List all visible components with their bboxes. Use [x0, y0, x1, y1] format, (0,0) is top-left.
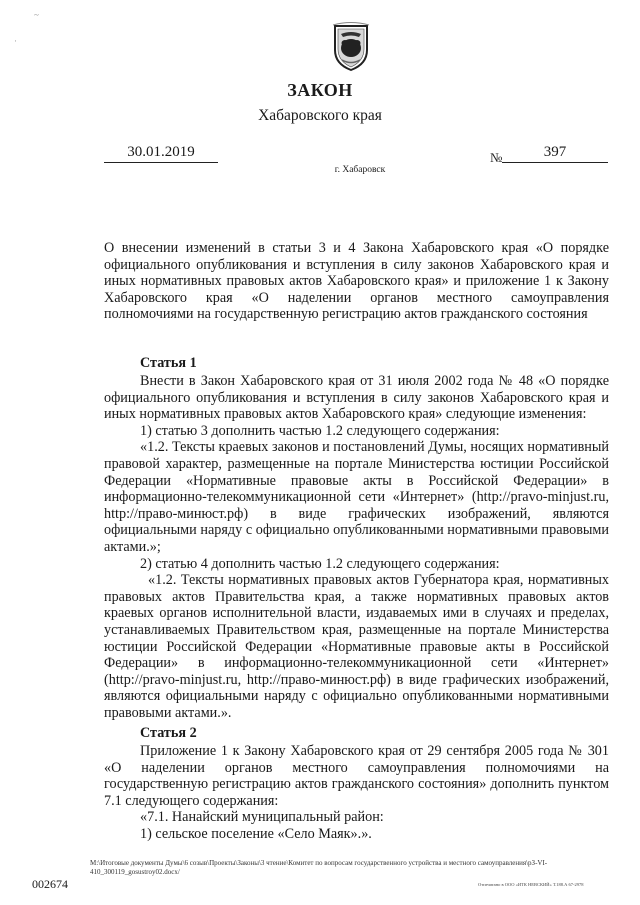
footer-document-code: 002674 — [32, 877, 68, 891]
article-2-paragraph: «7.1. Нанайский муниципальный район: — [140, 809, 384, 826]
article-1-heading: Статья 1 — [140, 355, 197, 371]
article-1-paragraph: 1) статью 3 дополнить частью 1.2 следующего содержания: — [140, 422, 500, 439]
coat-of-arms-icon — [329, 22, 373, 72]
article-2-paragraph: Приложение 1 к Закону Хабаровского края от 29 сентября 2005 года № 301 «О наделении органов местного самоуправления полномочиями на государственную регистрацию актов гражданского состояния» дополнить пунктом 7.1 следующего содержания: — [104, 743, 609, 809]
article-2-heading: Статья 2 — [140, 725, 197, 741]
document-title: ЗАКОН — [287, 80, 353, 100]
article-1-paragraph: Внести в Закон Хабаровского края от 31 июля 2002 года № 48 «О порядке официального опубликования и вступления в силу законов Хабаровского края и иных нормативных правовых актов Хабаровского края» следующие изменения: — [104, 373, 609, 423]
footer-file-path: M:\Итоговые документы Думы\6 созыв\Проекты\Законы\3 чтение\Комитет по вопросам государственного устройства и местного самоуправления\рЗ-VI-410_300119_gosustroy02.docx/ — [90, 859, 548, 876]
document-number: 397 — [502, 144, 608, 163]
document-preamble: О внесении изменений в статьи 3 и 4 Закона Хабаровского края «О порядке официального опубликования и вступления в силу законов Хабаровского края и иных нормативных правовых актов Хабаровского края» и приложение 1 к Закону Хабаровского края «О наделении органов местного самоуправления полномочиями на государственную регистрацию актов гражданского состояния — [104, 240, 609, 323]
footer-print-stamp: Отпечатано в ООО «ИТК НЕВСКИЙ» Т.188.А 67-2978 — [478, 882, 584, 887]
article-1-paragraph: «1.2. Тексты краевых законов и постановлений Думы, носящих нормативный правовой характер, размещенные на портале Министерства юстиции Российской Федерации «Нормативные правовые акты в Российской Федерации» в информационно-телекоммуникационной сети «Интернет» (http://pravo-minjust.ru, http://право-минюст.рф) в виде графических изображений, являются официальными наряду с официально опубликованными нормативными правовыми актами.»; — [104, 439, 609, 555]
article-1-paragraph: «1.2. Тексты нормативных правовых актов Губернатора края, нормативных правовых актов Правительства края, а также нормативных правовых актов краевых органов исполнительной власти, издаваемых ими в случаях и пределах, устанавливаемых Правительством края, размещенные на портале Министерства юстиции Российской Федерации «Нормативные правовые акты в Российской Федерации» в информационно-телекоммуникационной сети «Интернет» (http://pravo-minjust.ru, http://право-минюст.рф) в виде графических изображений, являются официальными наряду с официально опубликованными нормативными правовыми актами.». — [104, 572, 609, 721]
article-1-body — [104, 373, 609, 721]
scan-mark: ~ — [34, 10, 39, 20]
article-2-paragraph: 1) сельское поселение «Село Маяк».». — [140, 825, 372, 842]
document-date: 30.01.2019 — [104, 144, 218, 163]
article-1-paragraph: 2) статью 4 дополнить частью 1.2 следующего содержания: — [140, 555, 500, 572]
number-label: № — [490, 150, 503, 165]
document-city: г. Хабаровск — [334, 165, 386, 175]
scan-mark: · — [14, 36, 17, 46]
article-2-body — [104, 743, 609, 843]
document-subtitle: Хабаровского края — [258, 107, 382, 124]
